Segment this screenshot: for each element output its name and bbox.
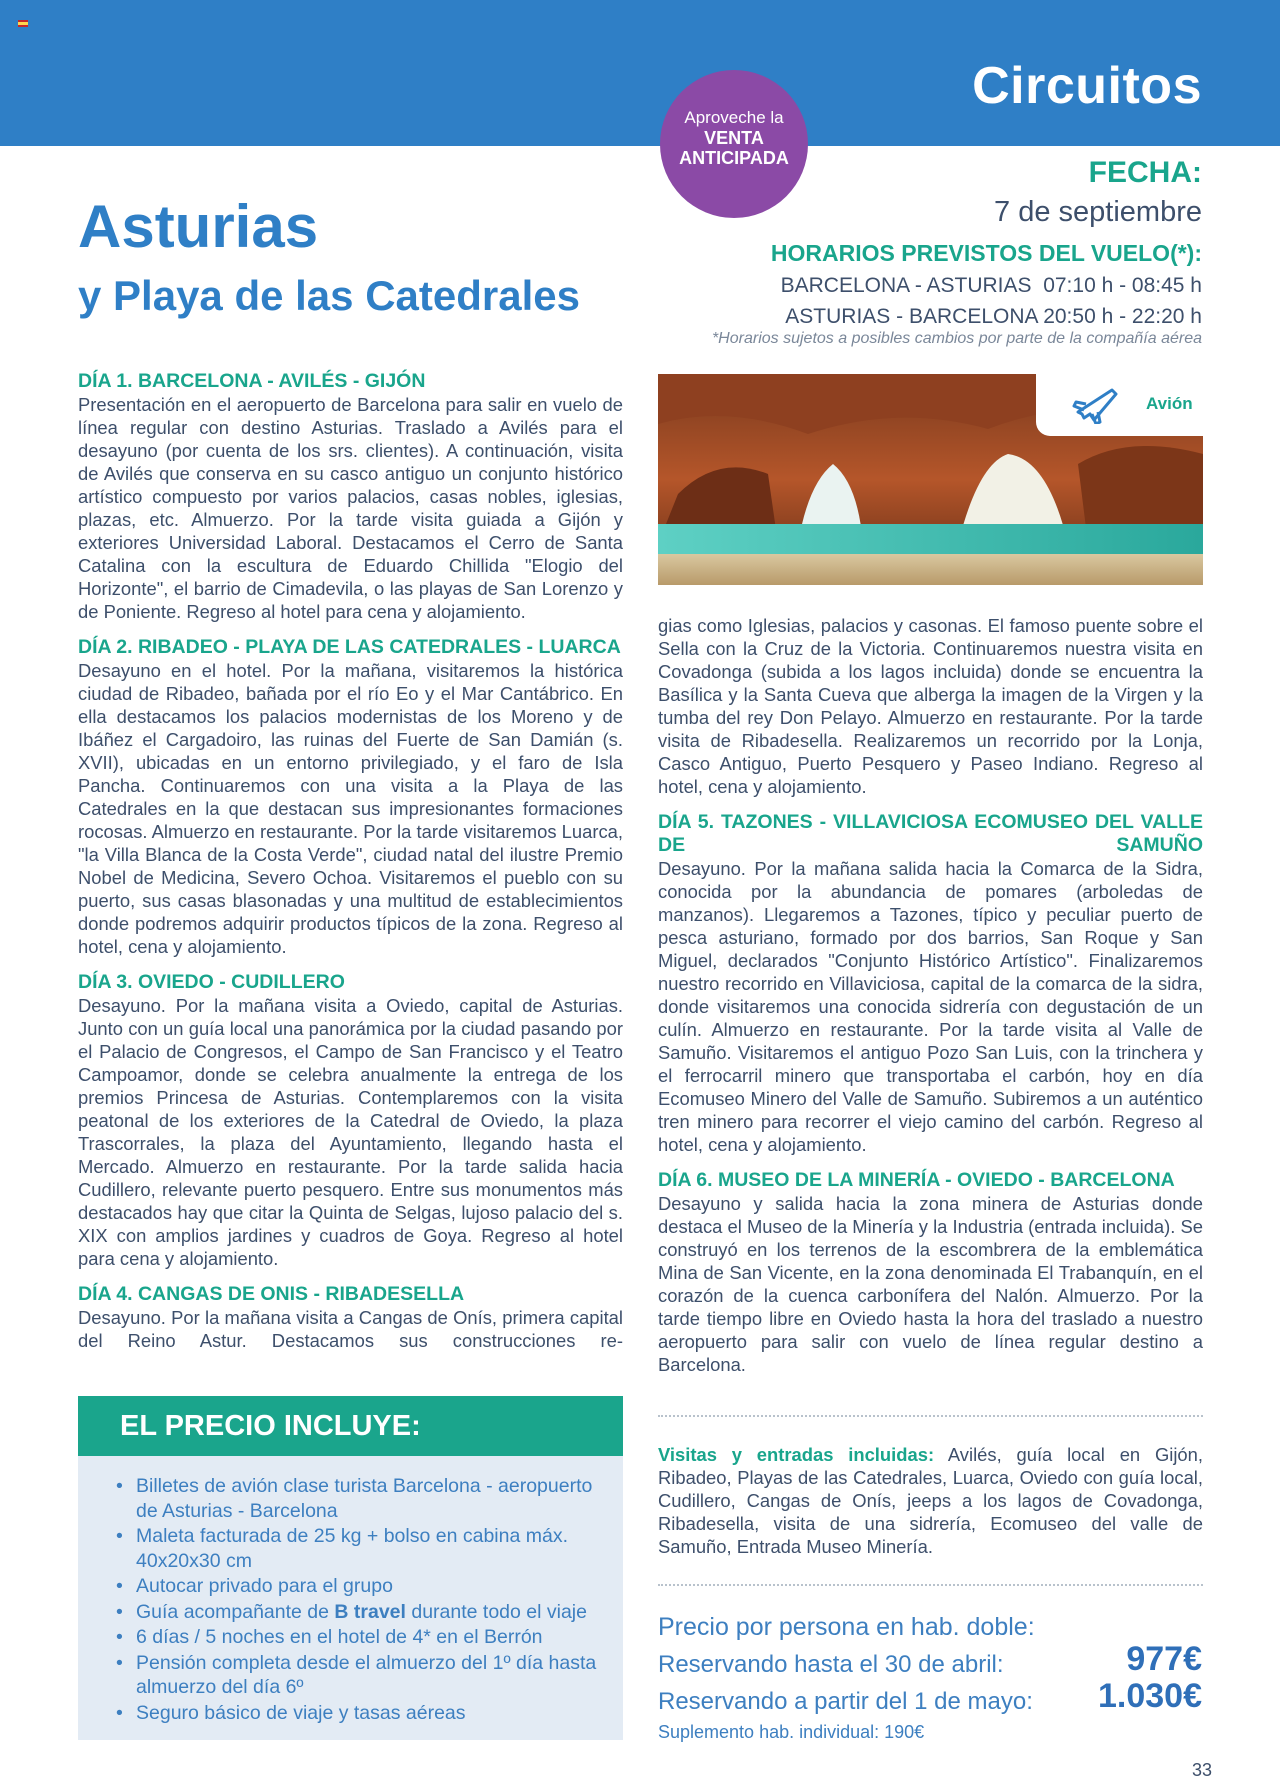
precio-heading: Precio por persona en hab. doble:: [658, 1613, 1035, 1641]
list-item: • 6 días / 5 noches en el hotel de 4* en el Berrón: [116, 1625, 603, 1650]
day-text: Desayuno y salida hacia la zona minera de Asturias donde destaca el Museo de la Minería y la Industria (entrada incluida). Se construyó en los terrenos de la escombrera de la emblemática Mina de San Vicente, en la zona denominada El Trabanquín, en el corazón de la cuenca carbonífera del Nalón. Almuerzo. Por la tarde tiempo libre en Oviedo hasta la hora del traslado a nuestro aeropuerto para salir con vuelo de línea regular destino a Barcelona.: [658, 1193, 1203, 1375]
precio-row2-value: 1.030€: [1098, 1677, 1202, 1715]
incluye-list: [116, 1474, 603, 1725]
list-item: • Maleta facturada de 25 kg + bolso en cabina máx. 40x20x30 cm: [116, 1524, 603, 1573]
badge-line3: ANTICIPADA: [679, 148, 789, 168]
page-title: Asturias: [78, 193, 319, 260]
day-text: Desayuno. Por la mañana visita a Oviedo, capital de Asturias. Junto con un guía local una panorámica por la ciudad pasando por el Palacio de Congresos, el Campo de San Francisco y el Teatro Campoamor, donde se celebra anualmente la entrega de los premios Princesa de Asturias. Contemplaremos con la visita peatonal de los exteriores de la Catedral de Oviedo, la plaza Trascorrales, la plaza del Ayuntamiento, llegando hasta el Mercado. Almuerzo en restaurante. Por la tarde salida hacia Cudillero, relevante puerto pesquero. Entre sus monumentos más destacados hay que citar la Quinta de Selgas, lujoso palacio del s. XIX con amplios jardines y cuadros de Goya. Regreso al hotel para cena y alojamiento.: [78, 995, 623, 1269]
day-block: [78, 636, 623, 958]
day-block: [658, 811, 1203, 1156]
precio-row1-label: Reservando hasta el 30 de abril:: [658, 1651, 1004, 1678]
horario-ida: BARCELONA - ASTURIAS 07:10 h - 08:45 h: [780, 274, 1202, 297]
day-heading: DÍA 2. RIBADEO - PLAYA DE LAS CATEDRALES - LUARCA: [78, 636, 621, 658]
incluye-heading: EL PRECIO INCLUYE:: [78, 1396, 623, 1456]
divider: [658, 1584, 1203, 1586]
incluye-list-panel: [78, 1456, 623, 1740]
brand-name: B travel: [334, 1600, 406, 1623]
spain-flag-icon: [18, 20, 28, 27]
precio-row2-label: Reservando a partir del 1 de mayo:: [658, 1688, 1033, 1715]
horarios-note: *Horarios sujetos a posibles cambios por parte de la compañía aérea: [711, 330, 1202, 347]
guia-text-pre: Guía acompañante de: [136, 1600, 335, 1623]
day-heading: DÍA 6. MUSEO DE LA MINERÍA - OVIEDO - BARCELONA: [658, 1169, 1175, 1191]
airplane-icon: [1072, 384, 1118, 428]
suplemento-individual: Suplemento hab. individual: 190€: [658, 1722, 925, 1742]
day-text-continued: gias como Iglesias, palacios y casonas. El famoso puente sobre el Sella con la Cruz de la Victoria. Continuaremos nuestra visita en Covadonga (subida a los lagos incluida) donde se encuentra la Basílica y la Santa Cueva que alberga la imagen de la Virgen y la tumba del rey Don Pelayo. Almuerzo en restaurante. Por la tarde visita de Ribadesella. Realizaremos un recorrido por la Lonja, Casco Antiguo, Puerto Pesquero y Paseo Indiano. Regreso al hotel, cena y alojamiento.: [658, 615, 1203, 797]
visitas-incluidas: [658, 1443, 1203, 1558]
visitas-text: Avilés, guía local en Gijón, Ribadeo, Playas de las Catedrales, Luarca, Oviedo con guía local, Cudillero, Cangas de Onís, jeeps a los lagos de Covadonga, Ribadesella, visita de una sidrería, Ecomuseo del valle de Samuño, Entrada Museo Minería.: [658, 1444, 1203, 1557]
day-block: [78, 971, 623, 1270]
day-heading: DÍA 5. TAZONES - VILLAVICIOSA ECOMUSEO DEL VALLE DE SAMUÑO: [658, 811, 1203, 856]
fecha-label: FECHA:: [1088, 156, 1202, 189]
venta-anticipada-badge: [660, 70, 808, 218]
day-text: Desayuno en el hotel. Por la mañana, visitaremos la histórica ciudad de Ribadeo, bañada por el río Eo y el Mar Cantábrico. En ella destacamos los palacios modernistas de los Moreno y de Ibáñez el Cargadoiro, las ruinas del Fuerte de San Damián (s. XVII), ubicadas en un entorno privilegiado, y el faro de Isla Pancha. Continuaremos con una visita a la Playa de las Catedrales en la que destacan sus impresionantes formaciones rocosas. Almuerzo en restaurante. Por la tarde visitaremos Luarca, "la Villa Blanca de la Costa Verde", ciudad natal del ilustre Premio Nobel de Medicina, Severo Ochoa. Visitaremos el pueblo con su puerto, sus casas blasonadas y una multitud de establecimientos donde podremos adquirir productos típicos de la zona. Regreso al hotel, cena y alojamiento.: [78, 660, 623, 957]
fecha-value: 7 de septiembre: [994, 196, 1202, 228]
day-heading: DÍA 4. CANGAS DE ONIS - RIBADESELLA: [78, 1283, 465, 1305]
page-subtitle: y Playa de las Catedrales: [78, 272, 580, 319]
guia-text-post: durante todo el viaje: [405, 1600, 587, 1623]
day-block: [78, 370, 623, 623]
day-text: Desayuno. Por la mañana visita a Cangas de Onís, primera capital del Reino Astur. Destacamos sus construcciones re-: [78, 1307, 623, 1351]
page-number: 33: [1191, 1760, 1212, 1780]
section-title: Circuitos: [972, 57, 1202, 115]
horario-vuelta: ASTURIAS - BARCELONA 20:50 h - 22:20 h: [785, 305, 1202, 328]
visitas-label: Visitas y entradas incluidas:: [658, 1444, 935, 1465]
list-item: • Pensión completa desde el almuerzo del 1º día hasta almuerzo del día 6º: [116, 1651, 603, 1700]
badge-line1: Aproveche la: [684, 108, 784, 127]
horarios-label: HORARIOS PREVISTOS DEL VUELO(*):: [770, 240, 1202, 266]
badge-line2: VENTA: [704, 128, 764, 148]
day-heading: DÍA 3. OVIEDO - CUDILLERO: [78, 971, 345, 993]
list-item: • Autocar privado para el grupo: [116, 1574, 603, 1599]
list-item: • Seguro básico de viaje y tasas aéreas: [116, 1701, 603, 1726]
list-item: • Billetes de avión clase turista Barcelona - aeropuerto de Asturias - Barcelona: [116, 1474, 603, 1523]
divider: [658, 1415, 1203, 1417]
itinerary-left-column: [78, 370, 623, 1365]
day-block: [78, 1283, 623, 1352]
day-text: Presentación en el aeropuerto de Barcelona para salir en vuelo de línea regular con destino Asturias. Traslado a Avilés para el desayuno (por cuenta de los srs. clientes). A continuación, visita de Avilés que conserva en su casco antiguo un conjunto histórico artístico compuesto por varios palacios, casas nobles, iglesias, plazas, etc. Almuerzo. Por la tarde visita guiada a Gijón y exteriores Universidad Laboral. Destacamos el Cerro de Santa Catalina con la escultura de Eduardo Chillida "Elogio del Horizonte", el barrio de Cimadevila, o las playas de San Lorenzo y de Poniente. Regreso al hotel para cena y alojamiento.: [78, 394, 623, 622]
transport-tag: [1036, 374, 1203, 436]
itinerary-right-column: [658, 614, 1203, 1389]
list-item: [116, 1600, 603, 1625]
transport-label: Avión: [1146, 394, 1193, 413]
precio-row1-value: 977€: [1126, 1640, 1202, 1678]
day-text: Desayuno. Por la mañana salida hacia la Comarca de la Sidra, conocida por la abundancia de pomares (arboledas de manzanos). Llegaremos a Tazones, típico y peculiar puerto de pesca asturiano, formado por dos barrios, San Roque y San Miguel, declarados "Conjunto Histórico Artístico". Finalizaremos nuestro recorrido en Villaviciosa, capital de la comarca de la sidra, donde visitaremos una conocida sidrería con degustación de un culín. Almuerzo en restaurante. Por la tarde visita al Valle de Samuño. Visitaremos el antiguo Pozo San Luis, con la trinchera y el ferrocarril minero que transportaba el carbón, hoy en día Ecomuseo Minero del Valle de Samuño. Subiremos a un auténtico tren minero para recorrer el viejo camino del carbón. Regreso al hotel, cena y alojamiento.: [658, 858, 1203, 1155]
day-heading: DÍA 1. BARCELONA - AVILÉS - GIJÓN: [78, 370, 426, 392]
day-block: [658, 1169, 1203, 1376]
